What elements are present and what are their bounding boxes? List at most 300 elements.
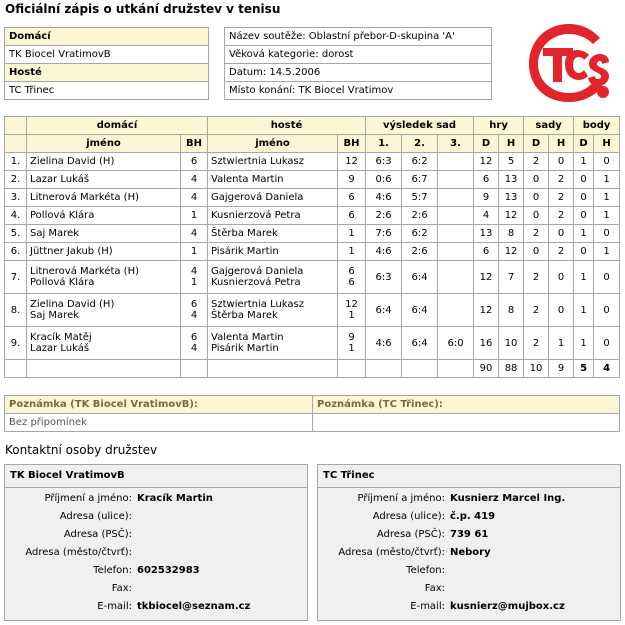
guest-bh-cell [338,243,366,261]
set-score-s2 [402,189,438,207]
guest-contact-team: TC Třinec [318,465,620,488]
match-venue: Místo konání: TK Biocel Vratimov [225,82,492,100]
notes-table [4,395,620,432]
home-player-cell [27,294,181,327]
guest-contact-zip: 739 61 [450,529,489,540]
home-contact-team: TK Biocel VratimovB [5,465,307,488]
guest-bh-cell [338,261,366,294]
row-number [5,261,27,294]
contact-row-name [5,490,307,508]
guest-bh-cell [338,327,366,360]
contact-row-email [318,598,620,616]
stat-sd [524,327,549,360]
set-score-s1 [366,189,402,207]
row-number-text: 5. [10,228,21,239]
row-number-text: 4. [10,210,21,221]
stat-gd [474,171,499,189]
stat-value: 6 [482,246,490,257]
label-fax: Fax: [424,583,445,594]
label-fax: Fax: [111,583,132,594]
set-score-s2 [402,225,438,243]
guest-player-name: Kusnierzová Petra [211,210,301,221]
label-city: Adresa (město/čtvrť): [25,547,132,558]
home-player-cell [27,171,181,189]
row-number-text: 9. [10,337,21,349]
set-score: 6:3 [375,156,392,167]
set-score-s3 [438,243,474,261]
set-score-s1 [366,243,402,261]
home-player-bh: 6 [190,156,198,167]
label-zip: Adresa (PSČ): [63,529,132,540]
guest-contact-street: č.p. 419 [450,511,496,522]
home-player-name: Saj Marek [30,310,80,321]
row-number-text: 7. [10,271,21,283]
header-set-2: 2. [402,135,438,153]
table-row [5,153,620,171]
stat-value: 13 [504,174,518,185]
home-bh-cell [181,207,208,225]
guest-player-name: Valenta Martin [211,332,284,343]
set-score: 6:4 [411,304,428,316]
guest-contact-city: Nebory [450,547,491,558]
stat-value: 0 [532,210,540,221]
guest-player-cell [208,153,338,171]
stat-value: 2 [557,174,565,185]
stat-gh [499,225,524,243]
stat-value: 13 [479,228,493,239]
home-player-cell [27,189,181,207]
guest-player-bh: 6 [348,266,355,277]
stat-value: 12 [479,156,493,167]
stat-ph [594,153,620,171]
stat-sd [524,189,549,207]
label-phone: Telefon: [93,565,132,576]
totals-empty [402,360,438,378]
set-score: 6:0 [447,337,464,349]
home-player-name: Litnerová Markéta (H) [30,192,139,203]
set-score-s2 [402,294,438,327]
stat-value: 0 [532,174,540,185]
stat-value: 1 [580,156,587,167]
set-score: 2:6 [375,210,392,221]
guest-player-cell [208,294,338,327]
contact-row-city [5,544,307,562]
home-player-name: Jüttner Jakub (H) [30,246,113,257]
guest-contact-name: Kusnierz Marcel Ing. [450,493,566,504]
guest-player-cell [208,225,338,243]
contact-row-zip [318,526,620,544]
home-player-name: Saj Marek [30,228,80,239]
guest-player-cell [208,207,338,225]
set-score-s3 [438,207,474,225]
home-player-bh: 4 [190,343,198,354]
contact-row-street [5,508,307,526]
home-player-cell [27,327,181,360]
row-number-text: 2. [10,174,21,185]
guest-player-bh: 1 [348,310,355,321]
row-number [5,243,27,261]
guest-player-bh: 6 [348,277,355,288]
header-guests: hosté [208,117,366,135]
table-row [5,225,620,243]
guest-bh-cell [338,189,366,207]
stat-sh [549,261,574,294]
row-number-text: 1. [10,156,21,167]
set-score-s3 [438,261,474,294]
totals-empty [438,360,474,378]
stat-sd [524,207,549,225]
contact-row-street [318,508,620,526]
home-bh-cell [181,294,208,327]
home-player-name: Zielina David (H) [30,299,115,310]
guest-player-cell [208,171,338,189]
label-email: E-mail: [410,601,445,612]
stat-value: 2 [557,192,565,203]
stat-pd [574,207,594,225]
contacts-heading: Kontaktní osoby družstev [5,443,158,457]
header-home: domácí [27,117,208,135]
row-number [5,189,27,207]
home-player-name: Pollová Klára [30,277,95,288]
row-number [5,171,27,189]
set-score: 4:6 [375,337,392,349]
stat-gh [499,261,524,294]
guest-player-bh: 12 [345,299,358,310]
home-player-bh: 1 [190,277,198,288]
header-sets-h: H [549,135,574,153]
age-category: Věková kategorie: dorost [225,46,492,64]
guest-player-name: Pisárik Martin [211,246,279,257]
set-score-s1 [366,171,402,189]
set-score: 6:7 [411,174,428,185]
set-score: 6:4 [411,271,428,283]
set-score: 0:6 [375,174,392,185]
label-name: Příjmení a jméno: [44,493,132,504]
label-street: Adresa (ulice): [372,511,445,522]
stat-pd [574,294,594,327]
stat-pd [574,327,594,360]
set-score: 4:6 [375,246,392,257]
set-score-s3 [438,327,474,360]
stat-gh [499,207,524,225]
label-zip: Adresa (PSČ): [376,529,445,540]
stat-value: 4 [482,210,490,221]
home-bh-cell [181,243,208,261]
totals-empty [5,360,27,378]
home-bh-cell [181,225,208,243]
contact-row-fax [318,580,620,598]
stat-value: 12 [504,210,518,221]
home-player-cell [27,207,181,225]
set-score-s2 [402,171,438,189]
home-player-cell [27,153,181,171]
home-bh-cell [181,171,208,189]
header-set-1: 1. [366,135,402,153]
set-score-s3 [438,189,474,207]
stat-sd [524,294,549,327]
home-contact-email[interactable]: tkbiocel@seznam.cz [137,601,251,612]
label-name: Příjmení a jméno: [357,493,445,504]
stat-sh [549,225,574,243]
set-score: 5:7 [411,192,428,203]
stat-sh [549,153,574,171]
table-row [5,261,620,294]
guest-contact-card [317,464,621,621]
header-guest-bh: BH [338,135,366,153]
stat-gd [474,225,499,243]
stat-pd [574,153,594,171]
stat-sd [524,171,549,189]
guest-player-name: Štěrba Marek [211,228,278,239]
stat-gd [474,327,499,360]
stat-value: 12 [479,304,493,316]
home-player-name: Zielina David (H) [30,156,115,167]
home-player-bh: 4 [190,192,198,203]
contact-row-email [5,598,307,616]
guest-note-text [313,414,620,432]
stat-value: 0 [580,192,587,203]
contact-row-fax [5,580,307,598]
guest-player-cell [208,327,338,360]
guest-player-bh: 1 [348,246,355,257]
stat-value: 0 [603,304,610,316]
stat-value: 2 [532,271,540,283]
stat-value: 2 [532,228,540,239]
guest-label: Hosté [5,64,209,82]
stat-gd [474,294,499,327]
stat-value: 2 [532,337,540,349]
match-date: Datum: 14.5.2006 [225,64,492,82]
guest-bh-cell [338,225,366,243]
set-score-s3 [438,225,474,243]
stat-value: 2 [532,156,540,167]
stat-sh [549,189,574,207]
stat-value: 0 [603,337,610,349]
competition-name: Název soutěže: Oblastní přebor-D-skupina 'A' [225,28,492,46]
home-player-name: Lazar Lukáš [30,174,90,185]
stat-gh [499,327,524,360]
label-street: Adresa (ulice): [59,511,132,522]
set-score-s2 [402,153,438,171]
stat-value: 2 [557,246,565,257]
home-team-name: TK Biocel VratimovB [5,46,209,64]
set-score: 2:6 [411,210,428,221]
totals-empty [338,360,366,378]
results-table [4,116,620,378]
set-score-s3 [438,171,474,189]
stat-value: 0 [532,192,540,203]
stat-value: 0 [532,246,540,257]
header-home-name: jméno [27,135,181,153]
set-score-s1 [366,327,402,360]
guest-bh-cell [338,153,366,171]
set-score-s1 [366,225,402,243]
home-player-cell [27,243,181,261]
stat-ph [594,327,620,360]
stat-value: 1 [603,192,610,203]
guest-player-name: Valenta Martin [211,174,284,185]
header-sets-d: D [524,135,549,153]
stat-value: 0 [580,174,587,185]
header-set-3: 3. [438,135,474,153]
guest-player-bh: 1 [348,343,355,354]
set-score: 6:2 [411,156,428,167]
page-title: Oficiální zápis o utkání družstev v tenisu [5,2,281,16]
guest-player-name: Gajgerová Daniela [211,192,304,203]
home-player-bh: 4 [190,266,198,277]
set-score: 7:6 [375,228,392,239]
guest-bh-cell [338,171,366,189]
home-contact-card [4,464,308,621]
row-number [5,225,27,243]
stat-sh [549,171,574,189]
home-contact-phone: 602532983 [137,565,200,576]
row-number-text: 3. [10,192,21,203]
stat-sh [549,294,574,327]
home-player-bh: 1 [190,210,198,221]
home-player-bh: 6 [190,332,198,343]
results-group-header [5,117,620,135]
guest-note-label: Poznámka (TC Třinec): [313,396,620,414]
totals-empty [366,360,402,378]
total-sets-h: 9 [549,360,574,378]
stat-value: 10 [504,337,518,349]
stat-sh [549,243,574,261]
set-score-s1 [366,261,402,294]
stat-value: 1 [557,337,565,349]
home-player-name: Kracík Matěj [30,332,92,343]
guest-player-name: Gajgerová Daniela [211,266,304,277]
row-number [5,327,27,360]
table-row [5,189,620,207]
total-games-d: 90 [474,360,499,378]
stat-value: 12 [479,271,493,283]
set-score-s3 [438,153,474,171]
header-sets-result: výsledek sad [366,117,474,135]
stat-sd [524,243,549,261]
header-games-h: H [499,135,524,153]
stat-gd [474,207,499,225]
home-label: Domácí [5,28,209,46]
label-email: E-mail: [97,601,132,612]
stat-gd [474,153,499,171]
home-bh-cell [181,261,208,294]
guest-player-name: Kusnierzová Petra [211,277,301,288]
guest-player-bh: 1 [348,228,355,239]
stat-gd [474,243,499,261]
guest-player-name: Sztwiertnia Lukasz [211,299,305,310]
set-score: 6:4 [375,304,392,316]
total-points-d: 5 [574,360,594,378]
stat-value: 8 [507,304,515,316]
home-contact-name: Kracík Martin [137,493,213,504]
set-score-s2 [402,327,438,360]
stat-value: 2 [557,210,565,221]
home-player-bh: 1 [190,246,198,257]
guest-player-bh: 6 [348,192,355,203]
stat-pd [574,171,594,189]
header-points-d: D [574,135,594,153]
totals-row [5,360,620,378]
header-home-bh: BH [181,135,208,153]
stat-value: 9 [482,192,490,203]
guest-player-bh: 12 [345,156,358,167]
stat-value: 5 [507,156,515,167]
totals-empty [27,360,181,378]
label-phone: Telefon: [406,565,445,576]
stat-value: 16 [479,337,493,349]
header-empty [5,117,27,135]
stat-pd [574,261,594,294]
results-sub-header [5,135,620,153]
set-score: 4:6 [375,192,392,203]
row-number [5,207,27,225]
table-row [5,327,620,360]
contact-row-zip [5,526,307,544]
stat-gd [474,261,499,294]
stat-gh [499,171,524,189]
match-info-table [224,27,492,100]
stat-value: 0 [580,210,587,221]
stat-sd [524,153,549,171]
stat-value: 1 [580,271,587,283]
set-score-s3 [438,294,474,327]
home-player-name: Pollová Klára [30,210,95,221]
table-row [5,171,620,189]
row-number [5,153,27,171]
teams-table [4,27,209,100]
stat-value: 1 [580,304,587,316]
header-points: body [574,117,620,135]
contact-row-name [318,490,620,508]
stat-value: 1 [603,174,610,185]
set-score: 2:6 [411,246,428,257]
guest-player-name: Štěrba Marek [211,310,278,321]
stat-ph [594,189,620,207]
stat-sh [549,207,574,225]
stat-ph [594,261,620,294]
guest-player-cell [208,243,338,261]
stat-value: 6 [482,174,490,185]
set-score: 6:3 [375,271,392,283]
stat-pd [574,225,594,243]
home-player-name: Lazar Lukáš [30,343,90,354]
set-score-s1 [366,153,402,171]
set-score-s2 [402,243,438,261]
total-sets-d: 10 [524,360,549,378]
stat-value: 8 [507,228,515,239]
stat-value: 0 [557,271,565,283]
stat-value: 1 [603,246,610,257]
contact-row-phone [5,562,307,580]
stat-value: 0 [603,156,610,167]
row-number-text: 8. [10,304,21,316]
set-score-s2 [402,207,438,225]
stat-ph [594,225,620,243]
stat-value: 12 [504,246,518,257]
stat-value: 13 [504,192,518,203]
row-number-text: 6. [10,246,21,257]
contact-row-city [318,544,620,562]
table-row [5,207,620,225]
set-score-s1 [366,207,402,225]
home-player-cell [27,225,181,243]
guest-player-bh: 6 [348,210,355,221]
guest-team-name: TC Třinec [5,82,209,100]
guest-bh-cell [338,294,366,327]
guest-contact-email[interactable]: kusnierz@mujbox.cz [450,601,565,612]
row-number [5,294,27,327]
